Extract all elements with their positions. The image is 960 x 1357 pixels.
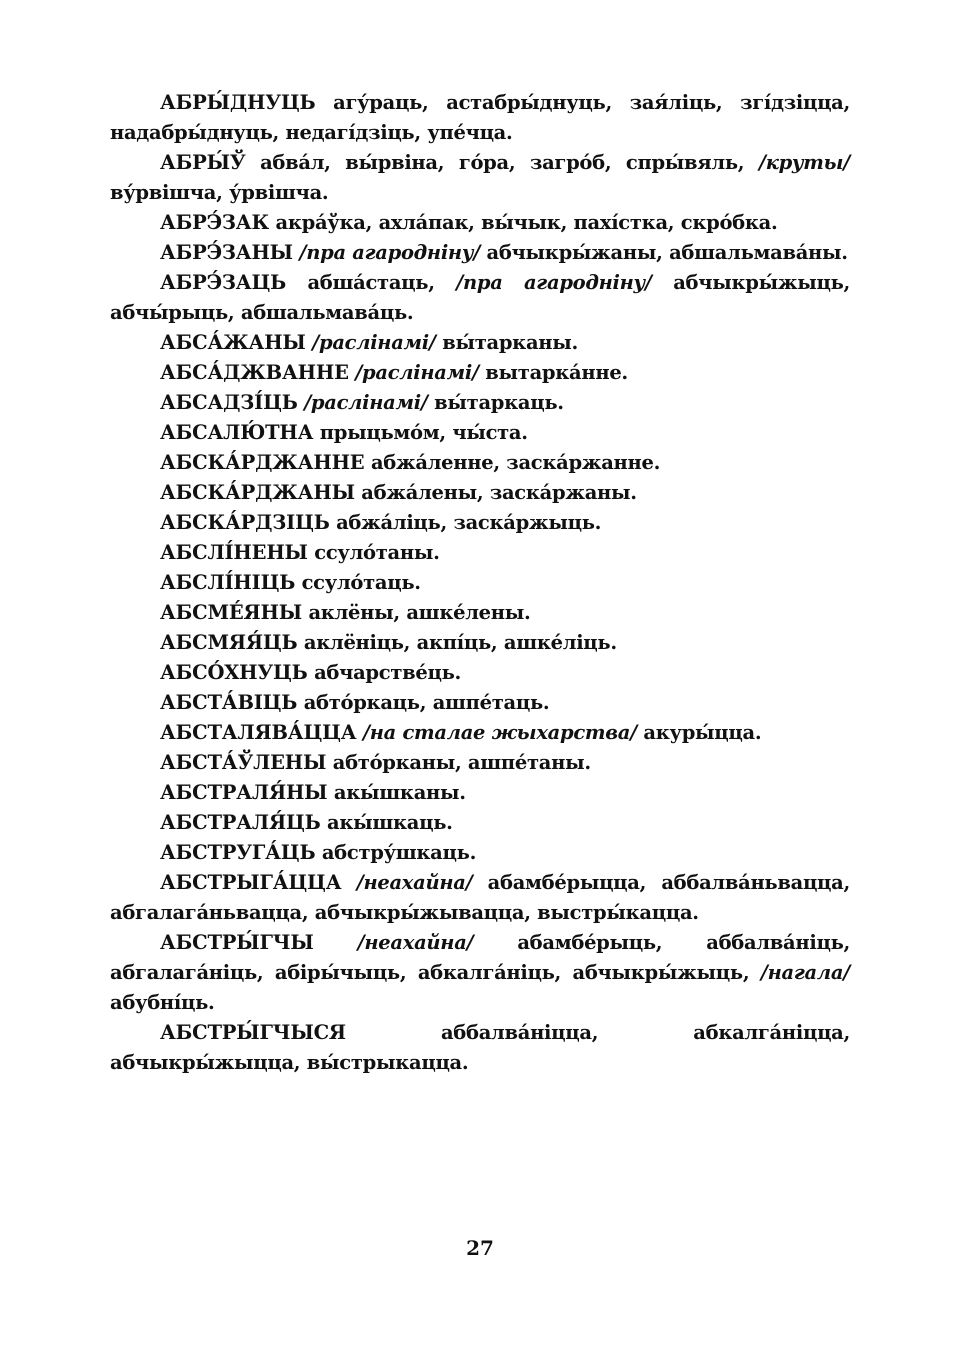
headword: АБСТРЫ́ГЧЫСЯ [160, 1021, 346, 1044]
usage-note: /на сталае жыхарства/ [356, 721, 637, 744]
synonyms: абто́ркаць, ашпе́таць. [297, 691, 550, 714]
dictionary-entry [110, 868, 850, 928]
headword: АБСТА́ВІЦЬ [160, 691, 298, 714]
headword: АБСТРЫ́ГЧЫ [160, 931, 314, 954]
page-number: 27 [466, 1236, 494, 1260]
synonyms: абстру́шкаць. [315, 841, 477, 864]
headword: АБСКА́РДЗІЦЬ [160, 511, 330, 534]
dictionary-entry [110, 478, 850, 508]
headword: АБСО́ХНУЦЬ [160, 661, 308, 684]
synonyms: абжа́ленне, заска́ржанне. [364, 451, 661, 474]
usage-note: /пра агародніну/ [456, 271, 652, 294]
usage-note: /неахайна/ [313, 931, 474, 954]
synonyms: абчарстве́ць. [307, 661, 461, 684]
dictionary-entry [110, 208, 850, 238]
synonyms: абчыкры́жыць, абчы́рыць, абшальмава́ць. [110, 271, 850, 324]
synonyms: абчыкры́жаны, абшальмава́ны. [480, 241, 848, 264]
synonyms: абжа́лены, заска́ржаны. [354, 481, 637, 504]
headword: АБСЛІ́НЕНЫ [160, 541, 308, 564]
synonyms: прыцьмо́м, чы́ста. [313, 421, 528, 444]
usage-note: /раслінамі/ [305, 331, 436, 354]
dictionary-entry [110, 928, 850, 1018]
synonyms: вы́таркаць. [427, 391, 564, 414]
headword: АБСТРЫГА́ЦЦА [160, 871, 342, 894]
dictionary-entry [110, 538, 850, 568]
dictionary-entry [110, 808, 850, 838]
usage-note: /раслінамі/ [348, 361, 479, 384]
headword: АБСАЛЮ́ТНА [160, 421, 314, 444]
dictionary-entry [110, 418, 850, 448]
usage-note: /пра агародніну/ [292, 241, 481, 264]
synonyms: абамбе́рыць, аббалва́ніць, абгалага́ніць, абіры́чыць, абкалга́ніць, абчыкры́жыць, [110, 931, 850, 984]
synonyms: аклёніць, акпі́ць, ашке́ліць. [297, 631, 617, 654]
dictionary-entry [110, 268, 850, 328]
headword: АБСА́ДЖВАННЕ [160, 361, 349, 384]
dictionary-entry [110, 1018, 850, 1078]
headword: АБСАДЗІ́ЦЬ [160, 391, 298, 414]
synonyms: акы́шканы. [327, 781, 466, 804]
headword: АБРЭ́ЗАЦЬ [160, 271, 286, 294]
dictionary-entry [110, 748, 850, 778]
headword: АБСТРАЛЯ́ЦЬ [160, 811, 321, 834]
dictionary-entry [110, 718, 850, 748]
synonyms: акуры́цца. [636, 721, 762, 744]
dictionary-entry [110, 778, 850, 808]
synonyms: абамбе́рыцца, аббалва́ньвацца, абгалага́ньвацца, абчыкры́жывацца, выстры́кацца. [110, 871, 850, 924]
dictionary-entry [110, 148, 850, 208]
headword: АБРЫ́Ў [160, 151, 246, 174]
synonyms: абто́рканы, ашпе́таны. [326, 751, 591, 774]
headword: АБСКА́РДЖАННЕ [160, 451, 365, 474]
headword: АБРЭ́ЗАНЫ [160, 241, 293, 264]
headword: АБСМЕ́ЯНЫ [160, 601, 302, 624]
synonyms: вы́тарканы. [435, 331, 578, 354]
headword: АБСКА́РДЖАНЫ [160, 481, 355, 504]
synonyms: аббалва́ніцца, абкалга́ніцца, абчыкры́жыцца, вы́стрыкацца. [110, 1021, 850, 1074]
dictionary-entry [110, 838, 850, 868]
synonyms: ву́рвішча, у́рвішча. [110, 181, 329, 204]
synonyms: акы́шкаць. [320, 811, 453, 834]
usage-note: /раслінамі/ [297, 391, 428, 414]
synonyms: вытарка́нне. [478, 361, 628, 384]
headword: АБСА́ЖАНЫ [160, 331, 306, 354]
usage-note: /неахайна/ [341, 871, 473, 894]
synonyms: аклёны, ашке́лены. [301, 601, 531, 624]
headword: АБСТАЛЯВА́ЦЦА [160, 721, 357, 744]
synonyms: ссуло́таць. [295, 571, 421, 594]
headword: АБРЫ́ДНУЦЬ [160, 91, 316, 114]
dictionary-entry [110, 628, 850, 658]
synonyms: абша́стаць, [286, 271, 457, 294]
usage-note: /круты/ [758, 151, 850, 174]
dictionary-entry [110, 598, 850, 628]
dictionary-entry [110, 238, 850, 268]
dictionary-entry [110, 658, 850, 688]
dictionary-entry [110, 448, 850, 478]
headword: АБСМЯЯ́ЦЬ [160, 631, 298, 654]
headword: АБСТА́ЎЛЕНЫ [160, 751, 327, 774]
headword: АБРЭ́ЗАК [160, 211, 270, 234]
dictionary-page [110, 88, 850, 1078]
headword: АБСТРАЛЯ́НЫ [160, 781, 328, 804]
headword: АБСТРУГА́ЦЬ [160, 841, 316, 864]
dictionary-entry [110, 568, 850, 598]
synonyms: акра́ўка, ахла́пак, вы́чык, пахі́стка, скро́бка. [269, 211, 778, 234]
dictionary-entry [110, 388, 850, 418]
dictionary-entry [110, 508, 850, 538]
dictionary-entry [110, 328, 850, 358]
synonyms: абжа́ліць, заска́ржыць. [329, 511, 602, 534]
dictionary-entry [110, 688, 850, 718]
dictionary-entry [110, 358, 850, 388]
dictionary-entry [110, 88, 850, 148]
usage-note: /нагала/ [760, 961, 850, 984]
synonyms: агу́раць, астабры́днуць, зая́ліць, згі́дзіцца, надабры́днуць, недагі́дзіць, упе́чца. [110, 91, 850, 144]
headword: АБСЛІ́НІЦЬ [160, 571, 296, 594]
synonyms: ссуло́таны. [307, 541, 440, 564]
synonyms: абва́л, вы́рвіна, го́ра, загро́б, спры́вяль, [245, 151, 759, 174]
synonyms: абубні́ць. [110, 991, 215, 1014]
